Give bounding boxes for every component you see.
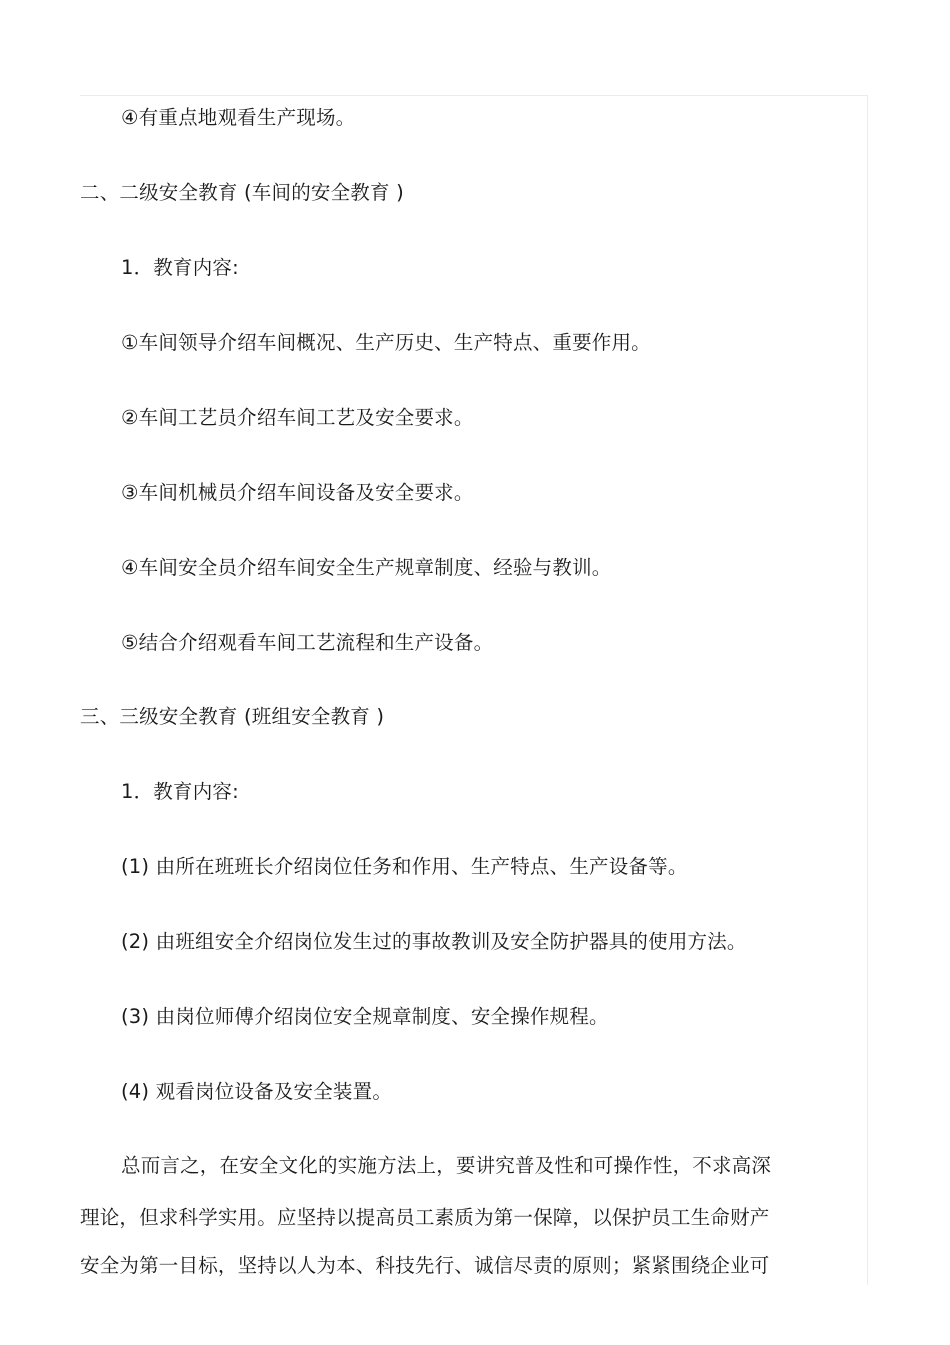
summary-paragraph-line-2: 理论，但求科学实用。应坚持以提高员工素质为第一保障，以保护员工生命财产 bbox=[80, 1206, 770, 1229]
list-item-observe-site: ④有重点地观看生产现场。 bbox=[121, 106, 356, 129]
subheading-education-content-1: 1．教育内容: bbox=[121, 256, 239, 279]
section-heading-level-three: 三、三级安全教育 (班组安全教育 ) bbox=[80, 705, 385, 728]
list-item-safety-officer: ④车间安全员介绍车间安全生产规章制度、经验与教训。 bbox=[121, 556, 612, 579]
list-item-post-master: (3) 由岗位师傅介绍岗位安全规章制度、安全操作规程。 bbox=[121, 1005, 609, 1028]
summary-paragraph-line-1: 总而言之，在安全文化的实施方法上，要讲究普及性和可操作性，不求高深 bbox=[121, 1154, 772, 1177]
list-item-team-safety: (2) 由班组安全介绍岗位发生过的事故教训及安全防护器具的使用方法。 bbox=[121, 930, 747, 953]
list-item-post-equipment: (4) 观看岗位设备及安全装置。 bbox=[121, 1080, 393, 1103]
list-item-process-flow: ⑤结合介绍观看车间工艺流程和生产设备。 bbox=[121, 631, 494, 654]
list-item-process-engineer: ②车间工艺员介绍车间工艺及安全要求。 bbox=[121, 406, 474, 429]
list-item-mechanic: ③车间机械员介绍车间设备及安全要求。 bbox=[121, 481, 474, 504]
list-item-team-leader: (1) 由所在班班长介绍岗位任务和作用、生产特点、生产设备等。 bbox=[121, 855, 688, 878]
section-heading-level-two: 二、二级安全教育 (车间的安全教育 ) bbox=[80, 181, 404, 204]
list-item-workshop-leader: ①车间领导介绍车间概况、生产历史、生产特点、重要作用。 bbox=[121, 331, 651, 354]
subheading-education-content-2: 1．教育内容: bbox=[121, 780, 239, 803]
summary-paragraph-line-3: 安全为第一目标，坚持以人为本、科技先行、诚信尽责的原则；紧紧围绕企业可 bbox=[80, 1254, 770, 1277]
